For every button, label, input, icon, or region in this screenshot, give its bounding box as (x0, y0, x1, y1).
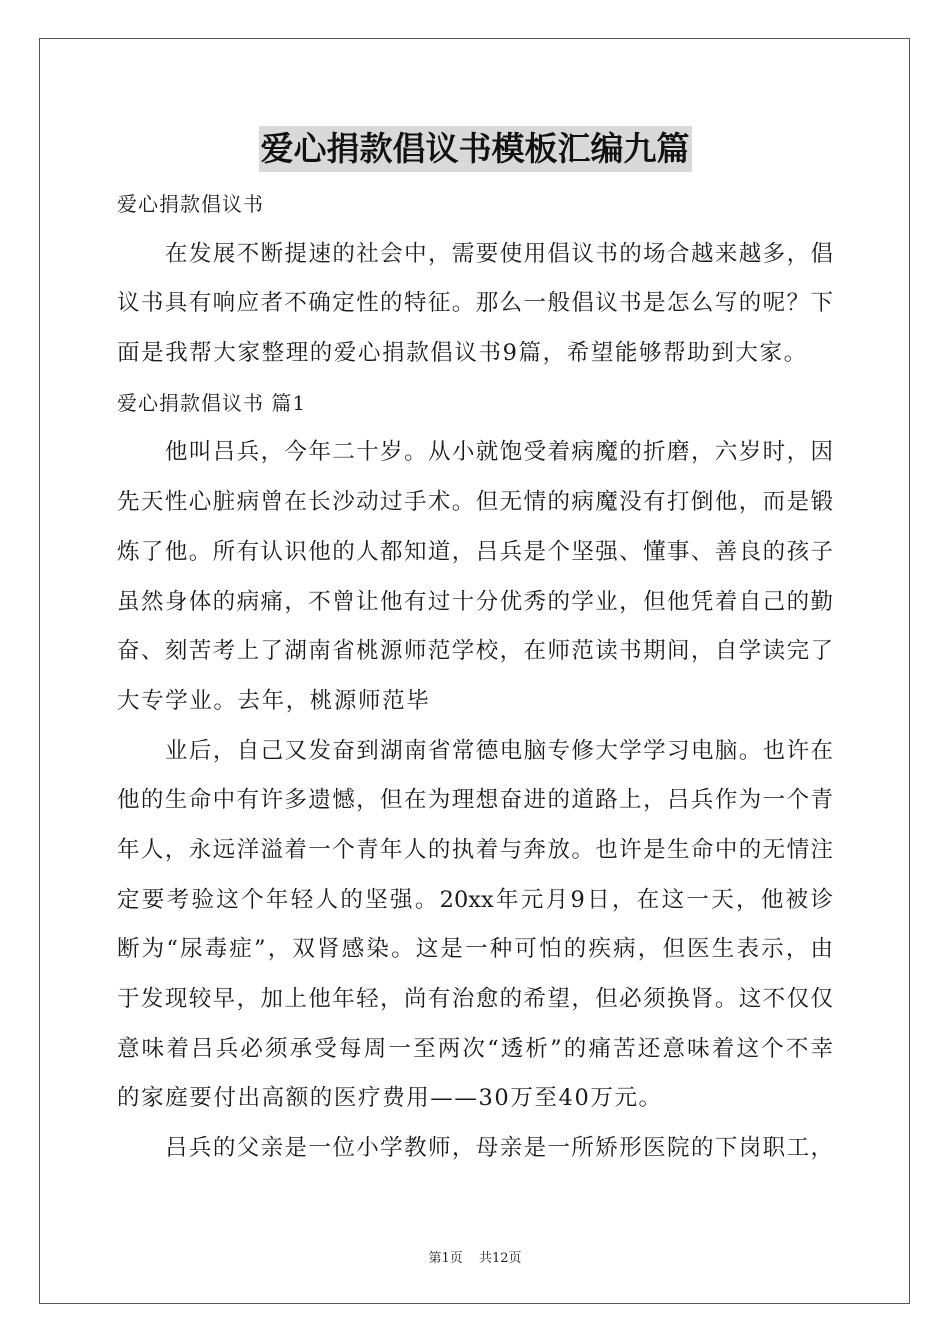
text-line: 面是我帮大家整理的爱心捐款倡议书9篇，希望能够帮助到大家。 (117, 340, 808, 367)
text-line: 炼了他。所有认识他的人都知道，吕兵是个坚强、懂事、善良的孩子 (117, 538, 833, 565)
page-number: 第1页 (428, 1251, 463, 1266)
document-title: 爱心捐款倡议书模板汇编九篇 (259, 126, 692, 172)
text-line: 在发展不断提速的社会中，需要使用倡议书的场合越来越多，倡 (165, 240, 833, 267)
text-line: 虽然身体的病痛，不曾让他有过十分优秀的学业，但他凭着自己的勤 (117, 588, 833, 615)
text-line: 年人，永远洋溢着一个青年人的执着与奔放。也许是生命中的无情注 (117, 836, 833, 863)
page-total: 共12页 (478, 1251, 522, 1266)
text-line: 的家庭要付出高额的医疗费用——30万至40万元。 (117, 1085, 663, 1112)
text-line: 大专学业。去年，桃源师范毕 (117, 687, 431, 714)
title-container (0, 126, 950, 172)
text-line: 定要考验这个年轻人的坚强。20xx年元月9日，在这一天，他被诊 (117, 886, 833, 913)
text-line: 断为“尿毒症”，双肾感染。这是一种可怕的疾病，但医生表示，由 (117, 936, 833, 963)
text-line: 业后，自己又发奋到湖南省常德电脑专修大学学习电脑。也许在 (165, 737, 833, 764)
section-heading: 爱心捐款倡议书 篇1 (117, 390, 307, 415)
text-line: 意味着吕兵必须承受每周一至两次“透析”的痛苦还意味着这个不幸 (117, 1035, 833, 1062)
text-line: 他的生命中有许多遗憾，但在为理想奋进的道路上，吕兵作为一个青 (117, 787, 833, 814)
page-footer (0, 1247, 950, 1266)
text-line: 他叫吕兵，今年二十岁。从小就饱受着病魔的折磨，六岁时，因 (165, 439, 833, 466)
text-line: 吕兵的父亲是一位小学教师，母亲是一所矫形医院的下岗职工， (165, 1135, 833, 1162)
section-heading: 爱心捐款倡议书 (117, 192, 264, 216)
document-body (117, 180, 833, 1174)
text-line: 议书具有响应者不确定性的特征。那么一般倡议书是怎么写的呢？下 (117, 290, 833, 317)
text-line: 先天性心脏病曾在长沙动过手术。但无情的病魔没有打倒他，而是锻 (117, 489, 833, 516)
text-line: 奋、刻苦考上了湖南省桃源师范学校，在师范读书期间，自学读完了 (117, 638, 833, 665)
text-line: 于发现较早，加上他年轻，尚有治愈的希望，但必须换肾。这不仅仅 (117, 986, 833, 1012)
